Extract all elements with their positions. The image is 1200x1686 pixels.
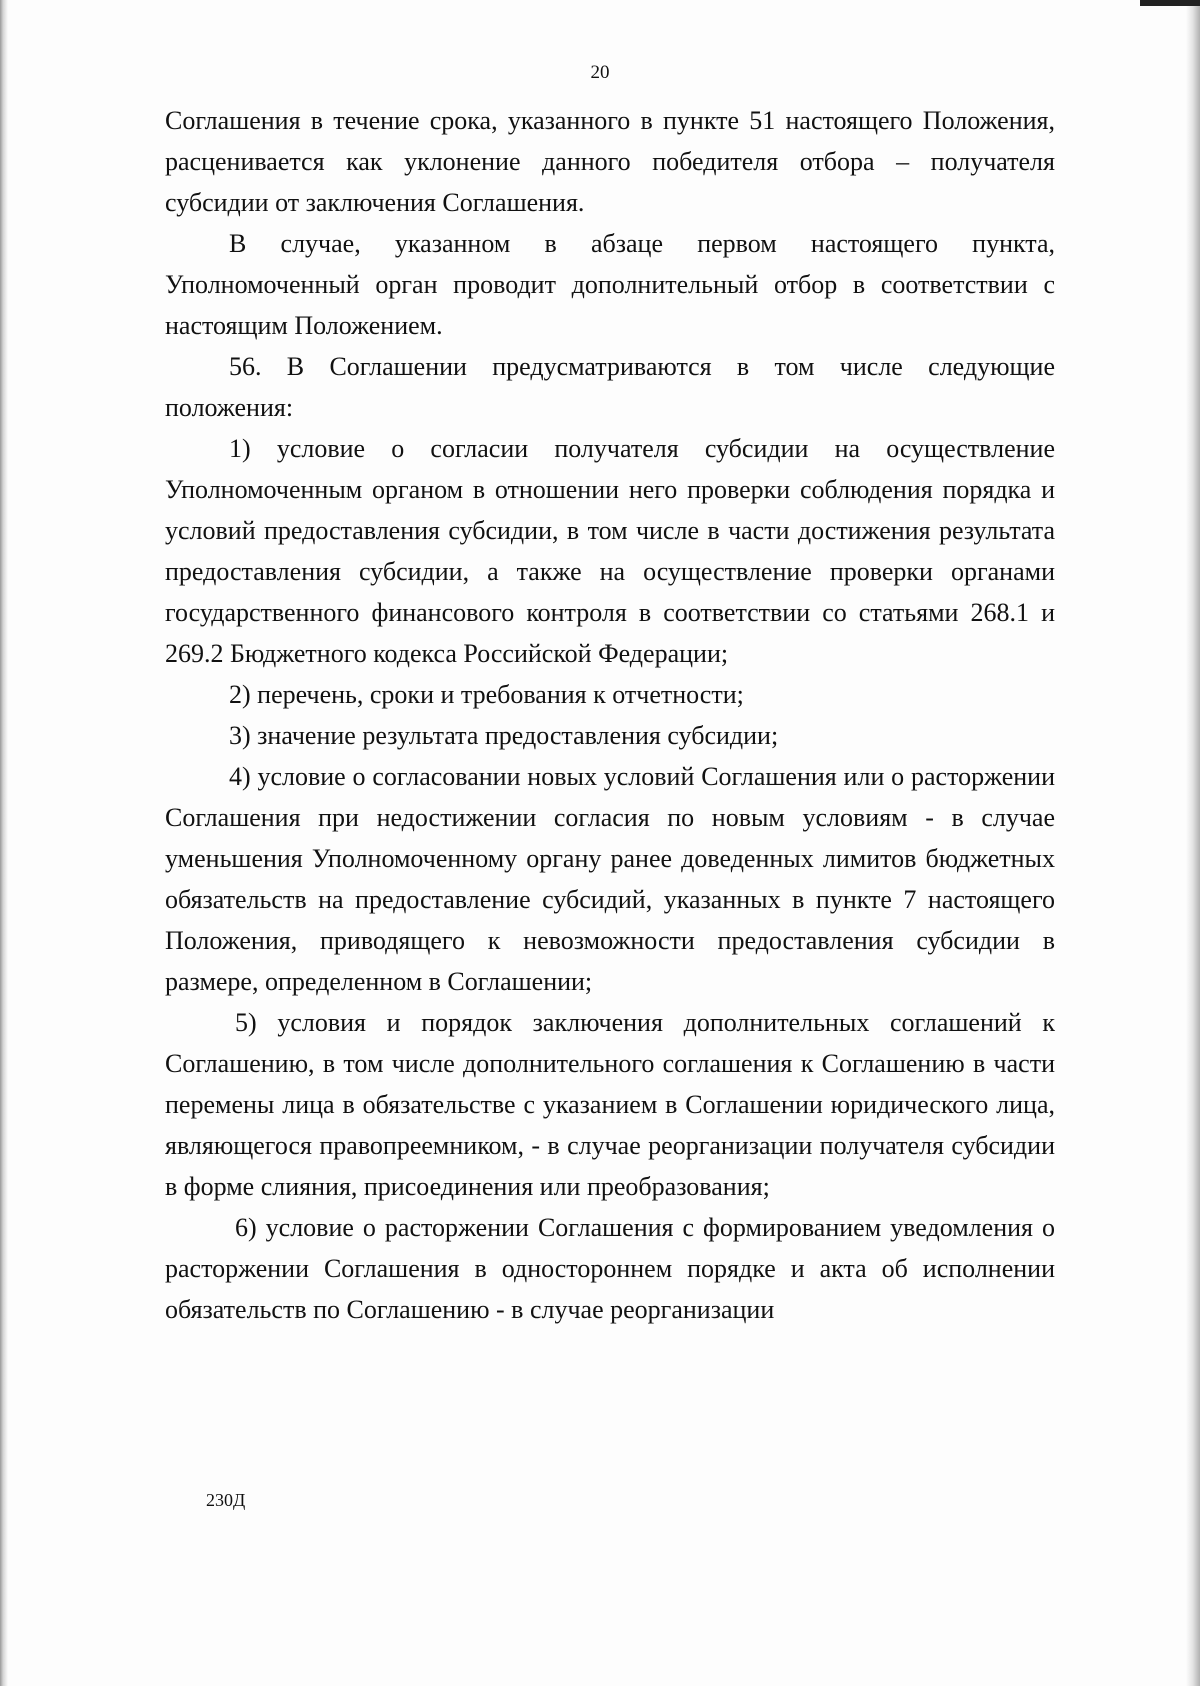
page-number: 20 xyxy=(590,62,610,83)
list-item-3: 3) значение результата предоставления субсидии; xyxy=(229,721,779,750)
paragraph-additional-selection: В случае, указанном в абзаце первом настоящего пункта, Уполномоченный орган проводит дополнительный отбор в соответствии с настоящим Положением. xyxy=(165,229,1055,340)
paragraph-continuation: Соглашения в течение срока, указанного в пункте 51 настоящего Положения, расценивается как уклонение данного победителя отбора – получателя субсидии от заключения Соглашения. xyxy=(165,106,1055,217)
list-item-5: 5) условия и порядок заключения дополнительных соглашений к Соглашению, в том числе дополнительного соглашения к Соглашению в части перемены лица в обязательстве с указанием в Соглашении юридического лица, являющегося правопреемником, - в случае реорганизации получателя субсидии в форме слияния, присоединения или преобразования; xyxy=(165,1008,1055,1201)
document-body xyxy=(165,100,1055,1330)
scan-corner-mark xyxy=(1140,0,1200,6)
scan-edge-right xyxy=(1186,0,1200,1686)
list-item-6: 6) условие о расторжении Соглашения с формированием уведомления о расторжении Соглашения в одностороннем порядке и акта об исполнении обязательств по Соглашению - в случае реорганизации xyxy=(165,1213,1055,1324)
paragraph-56: 56. В Соглашении предусматриваются в том числе следующие положения: xyxy=(165,352,1055,422)
list-item-1: 1) условие о согласии получателя субсидии на осуществление Уполномоченным органом в отношении него проверки соблюдения порядка и условий предоставления субсидии, в том числе в части достижения результата предоставления субсидии, а также на осуществление проверки органами государственного финансового контроля в соответствии со статьями 268.1 и 269.2 Бюджетного кодекса Российской Федерации; xyxy=(165,434,1055,668)
scan-edge-left xyxy=(0,0,8,1686)
list-item-2: 2) перечень, сроки и требования к отчетности; xyxy=(229,680,744,709)
footer-document-code: 230Д xyxy=(206,1490,246,1510)
list-item-4: 4) условие о согласовании новых условий Соглашения или о расторжении Соглашения при недостижении согласия по новым условиям - в случае уменьшения Уполномоченному органу ранее доведенных лимитов бюджетных обязательств на предоставление субсидий, указанных в пункте 7 настоящего Положения, приводящего к невозможности предоставления субсидии в размере, определенном в Соглашении; xyxy=(165,762,1055,996)
